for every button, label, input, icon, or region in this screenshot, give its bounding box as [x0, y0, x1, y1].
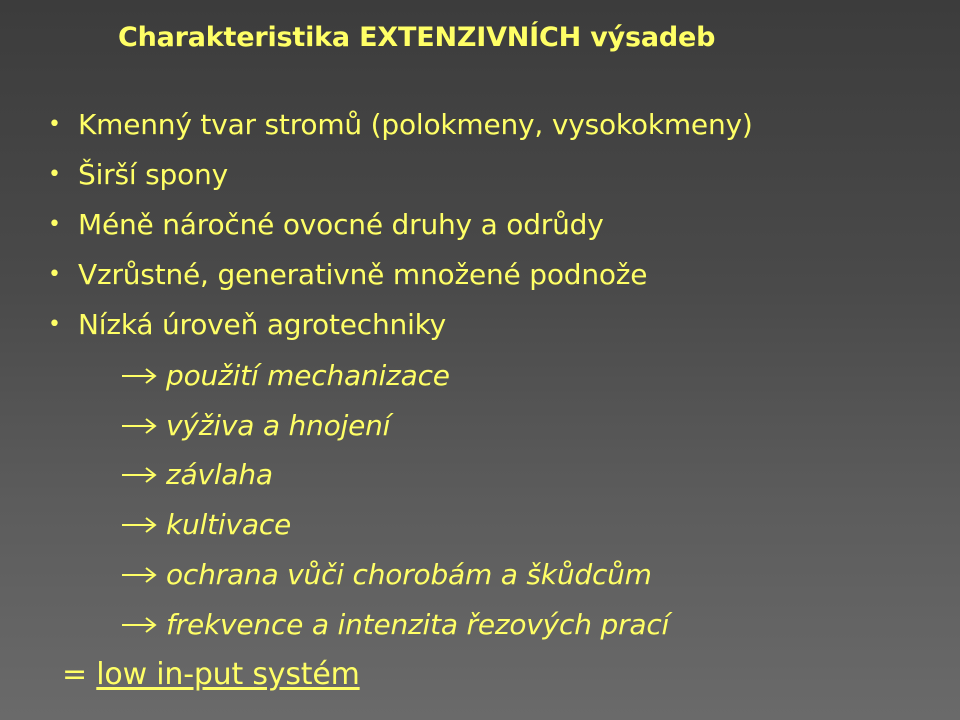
summary-line: [62, 655, 360, 695]
sub-list-item: [120, 356, 450, 396]
sub-list-item: [120, 605, 669, 645]
arrow-right-icon: [120, 406, 166, 446]
summary-link[interactable]: low in-put systém: [96, 657, 360, 692]
bullet-text: Nízká úroveň agrotechniky: [78, 308, 447, 341]
sub-item-text: výživa a hnojení: [166, 409, 391, 442]
arrow-right-icon: [120, 605, 166, 645]
bullet-text: Širší spony: [78, 158, 228, 191]
bullet-dot-icon: •: [48, 312, 61, 337]
arrow-right-icon: [120, 455, 166, 495]
bullet-dot-icon: •: [48, 112, 61, 137]
list-item: [48, 305, 446, 345]
sub-item-text: ochrana vůči chorobám a škůdcům: [166, 558, 652, 591]
list-item: [48, 205, 604, 245]
bullet-text: Kmenný tvar stromů (polokmeny, vysokokmeny): [78, 108, 753, 141]
list-item: [48, 105, 753, 145]
sub-list-item: [120, 406, 390, 446]
sub-list-item: [120, 455, 273, 495]
slide-title: Charakteristika EXTENZIVNÍCH výsadeb: [118, 22, 716, 53]
bullet-dot-icon: •: [48, 262, 61, 287]
sub-list-item: [120, 505, 291, 545]
bullet-text: Vzrůstné, generativně množené podnože: [78, 258, 648, 291]
bullet-dot-icon: •: [48, 162, 61, 187]
sub-list-item: [120, 555, 652, 595]
arrow-right-icon: [120, 505, 166, 545]
bullet-text: Méně náročné ovocné druhy a odrůdy: [78, 208, 604, 241]
sub-item-text: frekvence a intenzita řezových prací: [166, 608, 670, 641]
list-item: [48, 255, 647, 295]
arrow-right-icon: [120, 555, 166, 595]
sub-item-text: kultivace: [166, 508, 292, 541]
sub-item-text: použití mechanizace: [166, 359, 450, 392]
sub-item-text: závlaha: [166, 458, 273, 491]
list-item: [48, 155, 228, 195]
summary-prefix: =: [62, 657, 97, 692]
arrow-right-icon: [120, 356, 166, 396]
bullet-dot-icon: •: [48, 212, 61, 237]
